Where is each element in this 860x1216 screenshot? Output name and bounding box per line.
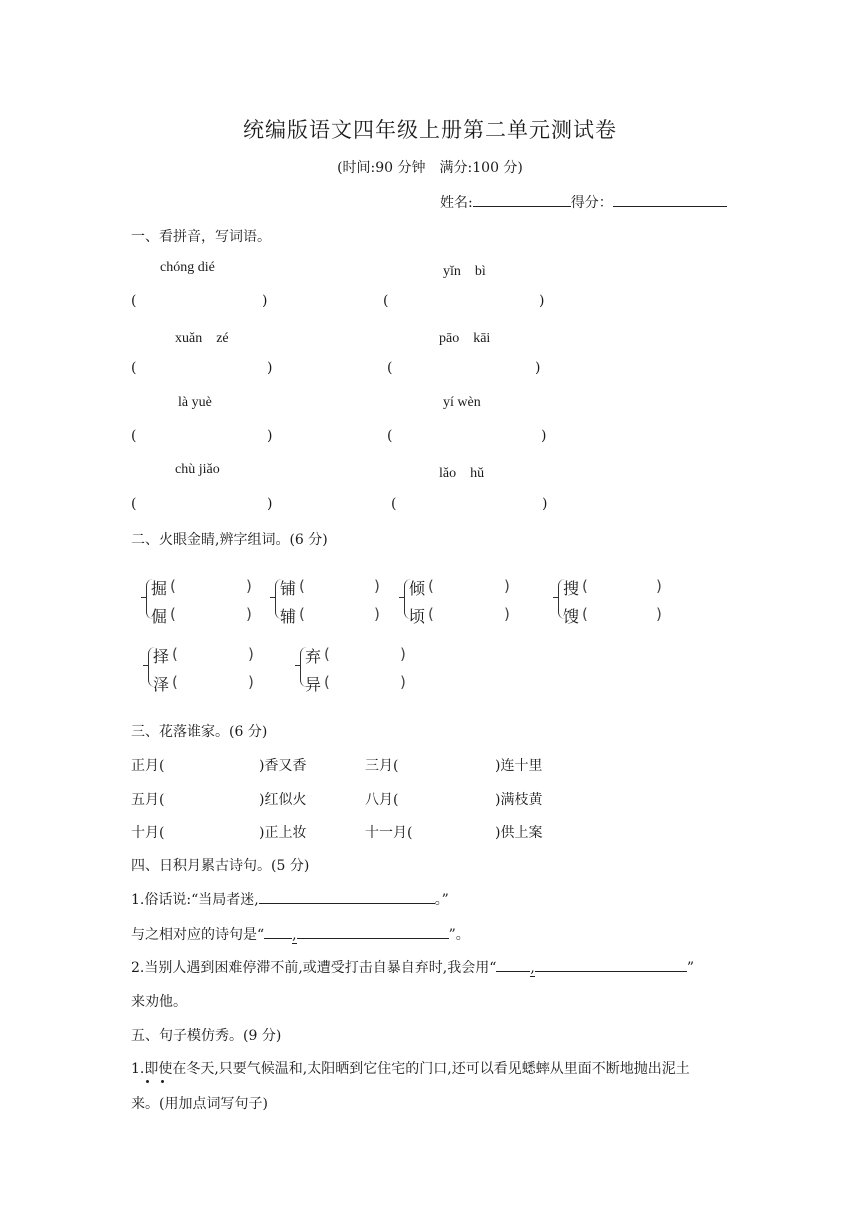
paren-open: (	[131, 428, 137, 444]
paren-close: )	[539, 293, 545, 309]
pinyin-2: yǐn bì	[443, 264, 486, 279]
question-text: 2.当别人遇到困难停滞不前,或遭受打击自暴自弃时,我会用“	[131, 960, 497, 976]
paren-open: (	[582, 577, 588, 595]
answer-field-3[interactable]	[140, 360, 262, 380]
char: 倔	[151, 607, 168, 626]
pinyin-6: yí wèn	[443, 395, 481, 410]
char: 泽	[153, 675, 170, 694]
paren-open: (	[387, 360, 393, 376]
char: 异	[305, 675, 322, 694]
section-2-heading: 二、火眼金睛,辨字组词。(6 分)	[131, 532, 328, 548]
paren-open: (	[387, 428, 393, 444]
comma: ,	[292, 927, 297, 943]
section-1-heading: 一、看拼音，写词语。	[131, 229, 271, 245]
comma: ,	[530, 960, 535, 976]
paren-open: (	[582, 605, 588, 623]
answer-field-4[interactable]	[396, 360, 531, 380]
pinyin-4: pāo kāi	[439, 331, 491, 346]
pinyin-7: chù jiǎo	[175, 462, 220, 477]
paren-close: )	[246, 605, 252, 623]
paren-close: )	[542, 496, 548, 512]
paren-close: )	[656, 605, 662, 623]
flower-prompt: 十月(	[131, 825, 165, 841]
answer-line[interactable]	[264, 924, 292, 939]
question-text: 1.俗话说:“当局者迷,	[131, 892, 259, 908]
paren-close: )	[656, 577, 662, 595]
paren-close: )	[267, 360, 273, 376]
char: 辅	[280, 607, 297, 626]
paren-open: (	[131, 293, 137, 309]
paren-close: )	[541, 428, 547, 444]
paren-close: )	[374, 577, 380, 595]
answer-field-5[interactable]	[140, 428, 262, 448]
pinyin-1: chóng dié	[160, 260, 215, 275]
question-5-1: 1.即使在冬天,只要气候温和,太阳晒到它住宅的门口,还可以看见蟋蟀从里面不断地抛出泥土	[131, 1061, 690, 1077]
char: 铺	[280, 579, 297, 598]
name-field[interactable]	[473, 192, 571, 207]
emphasis-dot	[161, 1080, 164, 1083]
paren-close: )	[248, 645, 254, 663]
paren-open: (	[172, 645, 178, 663]
paren-close: )	[267, 496, 273, 512]
paren-open: (	[324, 645, 330, 663]
paren-open: (	[131, 360, 137, 376]
paren-open: (	[170, 577, 176, 595]
paren-open: (	[299, 605, 305, 623]
section-5-heading: 五、句子模仿秀。(9 分)	[131, 1028, 282, 1044]
name-label: 姓名	[440, 195, 468, 211]
answer-field-2[interactable]	[392, 293, 535, 313]
paren-close: )	[535, 360, 541, 376]
answer-field-1[interactable]	[140, 293, 258, 313]
question-4-1	[131, 889, 449, 909]
answer-line[interactable]	[297, 924, 449, 939]
flower-suffix: )香又香	[259, 758, 307, 774]
score-field[interactable]	[613, 192, 727, 207]
question-4-2	[131, 957, 694, 977]
paren-close: )	[246, 577, 252, 595]
paren-close: )	[374, 605, 380, 623]
paren-close: )	[504, 577, 510, 595]
flower-prompt: 正月(	[131, 758, 165, 774]
flower-suffix: )满枝黄	[495, 792, 543, 808]
page-title: 统编版语文四年级上册第二单元测试卷	[243, 118, 617, 142]
name-colon: :	[468, 195, 473, 211]
flower-prompt: 八月(	[365, 792, 399, 808]
char: 掘	[151, 579, 168, 598]
paren-open: (	[131, 496, 137, 512]
pinyin-5: là yuè	[178, 395, 212, 410]
char: 倾	[409, 579, 426, 598]
paren-close: )	[504, 605, 510, 623]
paren-close: )	[400, 645, 406, 663]
question-5-1b: 来。(用加点词写句子)	[131, 1096, 268, 1112]
exam-info: (时间:90 分钟 满分:100 分)	[337, 160, 523, 176]
flower-suffix: )连十里	[495, 758, 543, 774]
char: 择	[153, 647, 170, 666]
name-row	[440, 192, 727, 212]
question-text: 与之相对应的诗句是“	[131, 927, 265, 943]
flower-prompt: 十一月(	[365, 825, 413, 841]
answer-line[interactable]	[259, 889, 435, 904]
paren-open: (	[324, 673, 330, 691]
paren-close: )	[248, 673, 254, 691]
flower-prompt: 三月(	[365, 758, 399, 774]
answer-field-6[interactable]	[396, 428, 537, 448]
flower-prompt: 五月(	[131, 792, 165, 808]
question-4-1b	[131, 924, 470, 944]
flower-suffix: )供上案	[495, 825, 543, 841]
section-4-heading: 四、日积月累古诗句。(5 分)	[131, 858, 310, 874]
paren-open: (	[299, 577, 305, 595]
question-text: ”。	[448, 927, 470, 943]
answer-field-7[interactable]	[140, 496, 262, 516]
question-4-2b: 来劝他。	[131, 994, 187, 1010]
paren-open: (	[391, 496, 397, 512]
paren-open: (	[170, 605, 176, 623]
section-3-heading: 三、花落谁家。(6 分)	[131, 724, 268, 740]
char: 馊	[563, 607, 580, 626]
question-text: ”	[686, 960, 695, 976]
paren-open: (	[428, 577, 434, 595]
pinyin-8: lǎo hǔ	[439, 466, 485, 481]
answer-field-8[interactable]	[400, 496, 538, 516]
score-label: 得分：	[570, 195, 613, 211]
char: 顷	[409, 607, 426, 626]
paren-close: )	[267, 428, 273, 444]
paren-close: )	[400, 673, 406, 691]
paren-close: )	[262, 293, 268, 309]
paren-open: (	[428, 605, 434, 623]
question-text: 。”	[434, 892, 449, 908]
answer-line[interactable]	[535, 957, 687, 972]
paren-open: (	[383, 293, 389, 309]
char: 弃	[305, 647, 322, 666]
flower-suffix: )红似火	[259, 792, 307, 808]
pinyin-3: xuǎn zé	[175, 331, 229, 346]
paren-open: (	[172, 673, 178, 691]
emphasis-dot	[146, 1080, 149, 1083]
char: 搜	[563, 579, 580, 598]
flower-suffix: )正上妆	[259, 825, 307, 841]
answer-line[interactable]	[496, 957, 530, 972]
